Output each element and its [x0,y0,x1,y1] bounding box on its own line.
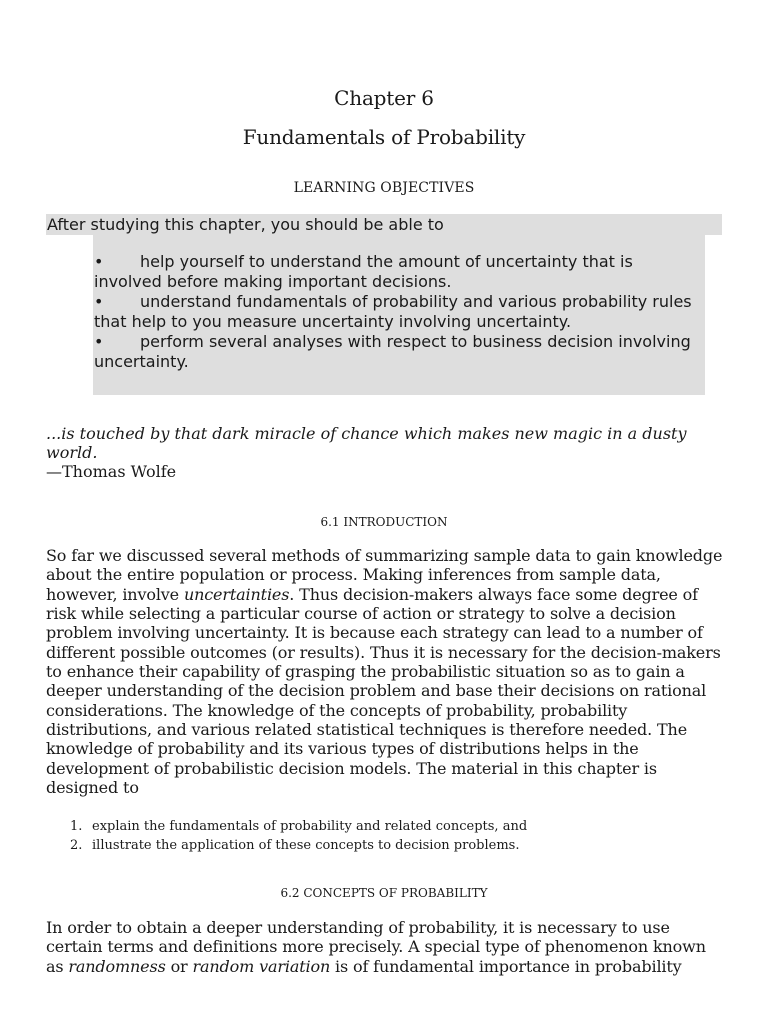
list-item [46,836,726,855]
chapter-title: Fundamentals of Probability [242,125,526,149]
list-number: 2. [70,838,83,853]
section-heading-concepts: 6.2 CONCEPTS OF PROBABILITY [280,886,488,900]
paragraph-text: In order to obtain a deeper understanding of probability, it is necessary to use certain terms and definitions more precisely. A special type of phenomenon known as [46,918,706,976]
section-heading-introduction: 6.1 INTRODUCTION [320,515,448,529]
list-number: 1. [70,819,83,834]
list-text: explain the fundamentals of probability and related concepts, and [92,819,528,834]
objective-text: perform several analyses with respect to business decision involving uncertainty. [94,332,691,371]
list-item [46,817,726,836]
epigraph-text: ...is touched by that dark miracle of chance which makes new magic in a dusty world. [46,424,687,462]
introduction-list [46,817,726,855]
epigraph-author: —Thomas Wolfe [46,462,177,481]
paragraph-text: is of fundamental importance in probability [330,956,682,976]
objective-item [93,332,705,372]
learning-objectives-heading: LEARNING OBJECTIVES [293,180,475,196]
chapter-number: Chapter 6 [334,86,434,110]
objective-item [93,292,705,332]
emphasis-text: randomness [68,956,166,976]
bullet-icon: • [94,292,104,311]
paragraph-text: . Thus decision-makers always face some degree of risk while selecting a particular course of action or strategy to solve a decision problem involving uncertainty. It is because each strategy can lead to a number of different possible outcomes (or results). Thus it is necessary for the decision-makers to enhance their capability of grasping the probabilistic situation so as to gain a deeper understanding of the decision problem and base their decisions on rational considerations. The knowledge of the concepts of probability, probability distributions, and various related statistical techniques is therefore needed. The knowledge of probability and its various types of distributions helps in the development of probabilistic decision models. The material in this chapter is designed to [46,584,721,798]
epigraph [46,424,726,481]
bullet-icon: • [94,332,104,351]
objective-text: help yourself to understand the amount of uncertainty that is involved before making important decisions. [94,252,633,291]
paragraph-text: or [165,956,193,976]
list-text: illustrate the application of these concepts to decision problems. [92,838,520,853]
learning-objectives-list [93,235,705,395]
bullet-icon: • [94,252,104,271]
introduction-paragraph [46,546,726,797]
paragraph-text: So far we discussed several methods of summarizing sample data to gain knowledge about the entire population or process. Making inferences from sample data, however, involve [46,546,723,604]
concepts-paragraph [46,918,726,976]
emphasis-text: random variation [192,956,331,976]
objective-item [93,252,705,292]
objective-text: understand fundamentals of probability and various probability rules that help to you measure uncertainty involving uncertainty. [94,292,692,331]
emphasis-text: uncertainties [183,584,290,604]
learning-objectives-intro: After studying this chapter, you should be able to [46,214,722,235]
